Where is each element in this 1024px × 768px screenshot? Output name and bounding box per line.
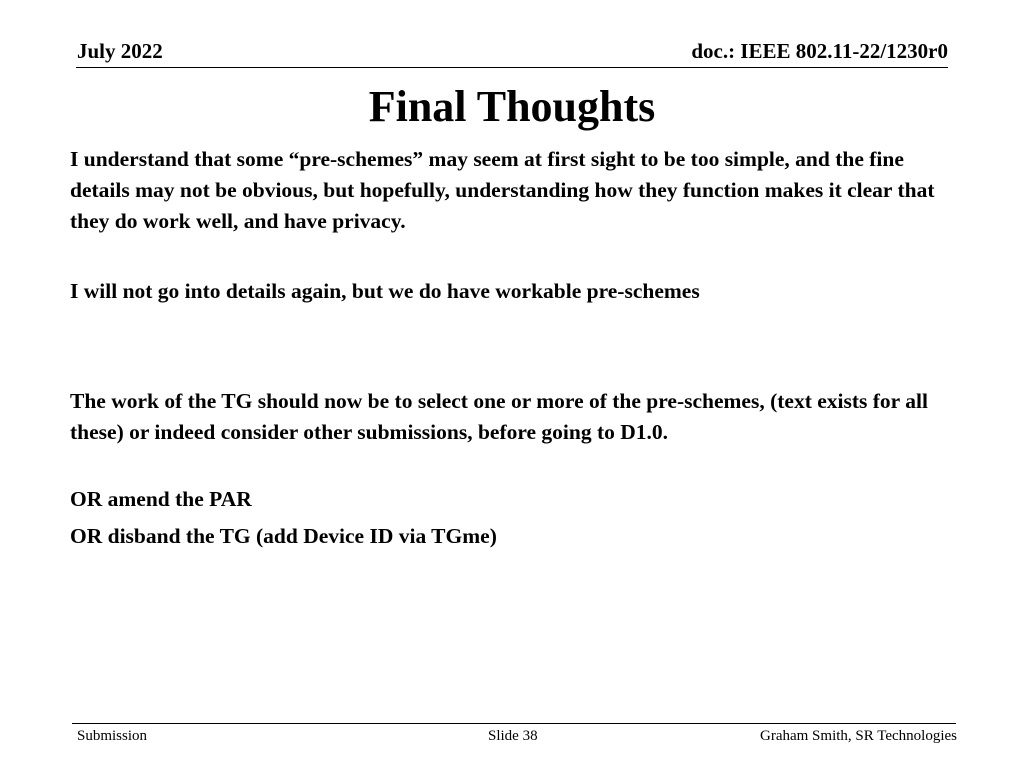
footer-submission: Submission (77, 728, 148, 744)
body-paragraph-4: OR amend the PAR (70, 487, 252, 511)
body-paragraph-5: OR disband the TG (add Device ID via TGme) (70, 524, 497, 548)
footer-author: Graham Smith, SR Technologies (760, 728, 957, 744)
body-paragraph-2: I will not go into details again, but we do have workable pre-schemes (70, 279, 700, 303)
header-divider (76, 67, 948, 68)
footer-divider (72, 723, 956, 724)
header-doc-id: doc.: IEEE 802.11-22/1230r0 (691, 39, 948, 63)
body-paragraph-1: I understand that some “pre-schemes” may seem at first sight to be too simple, and the fine details may not be obvious, but hopefully, understanding how they function makes it clear that they do work well, and have privacy. (70, 147, 935, 233)
footer-slide-number: Slide 38 (488, 728, 538, 744)
body-paragraph-3: The work of the TG should now be to select one or more of the pre-schemes, (text exists for all these) or indeed consider other submissions, before going to D1.0. (70, 389, 928, 444)
header-date: July 2022 (77, 39, 163, 63)
slide-title: Final Thoughts (368, 82, 656, 131)
